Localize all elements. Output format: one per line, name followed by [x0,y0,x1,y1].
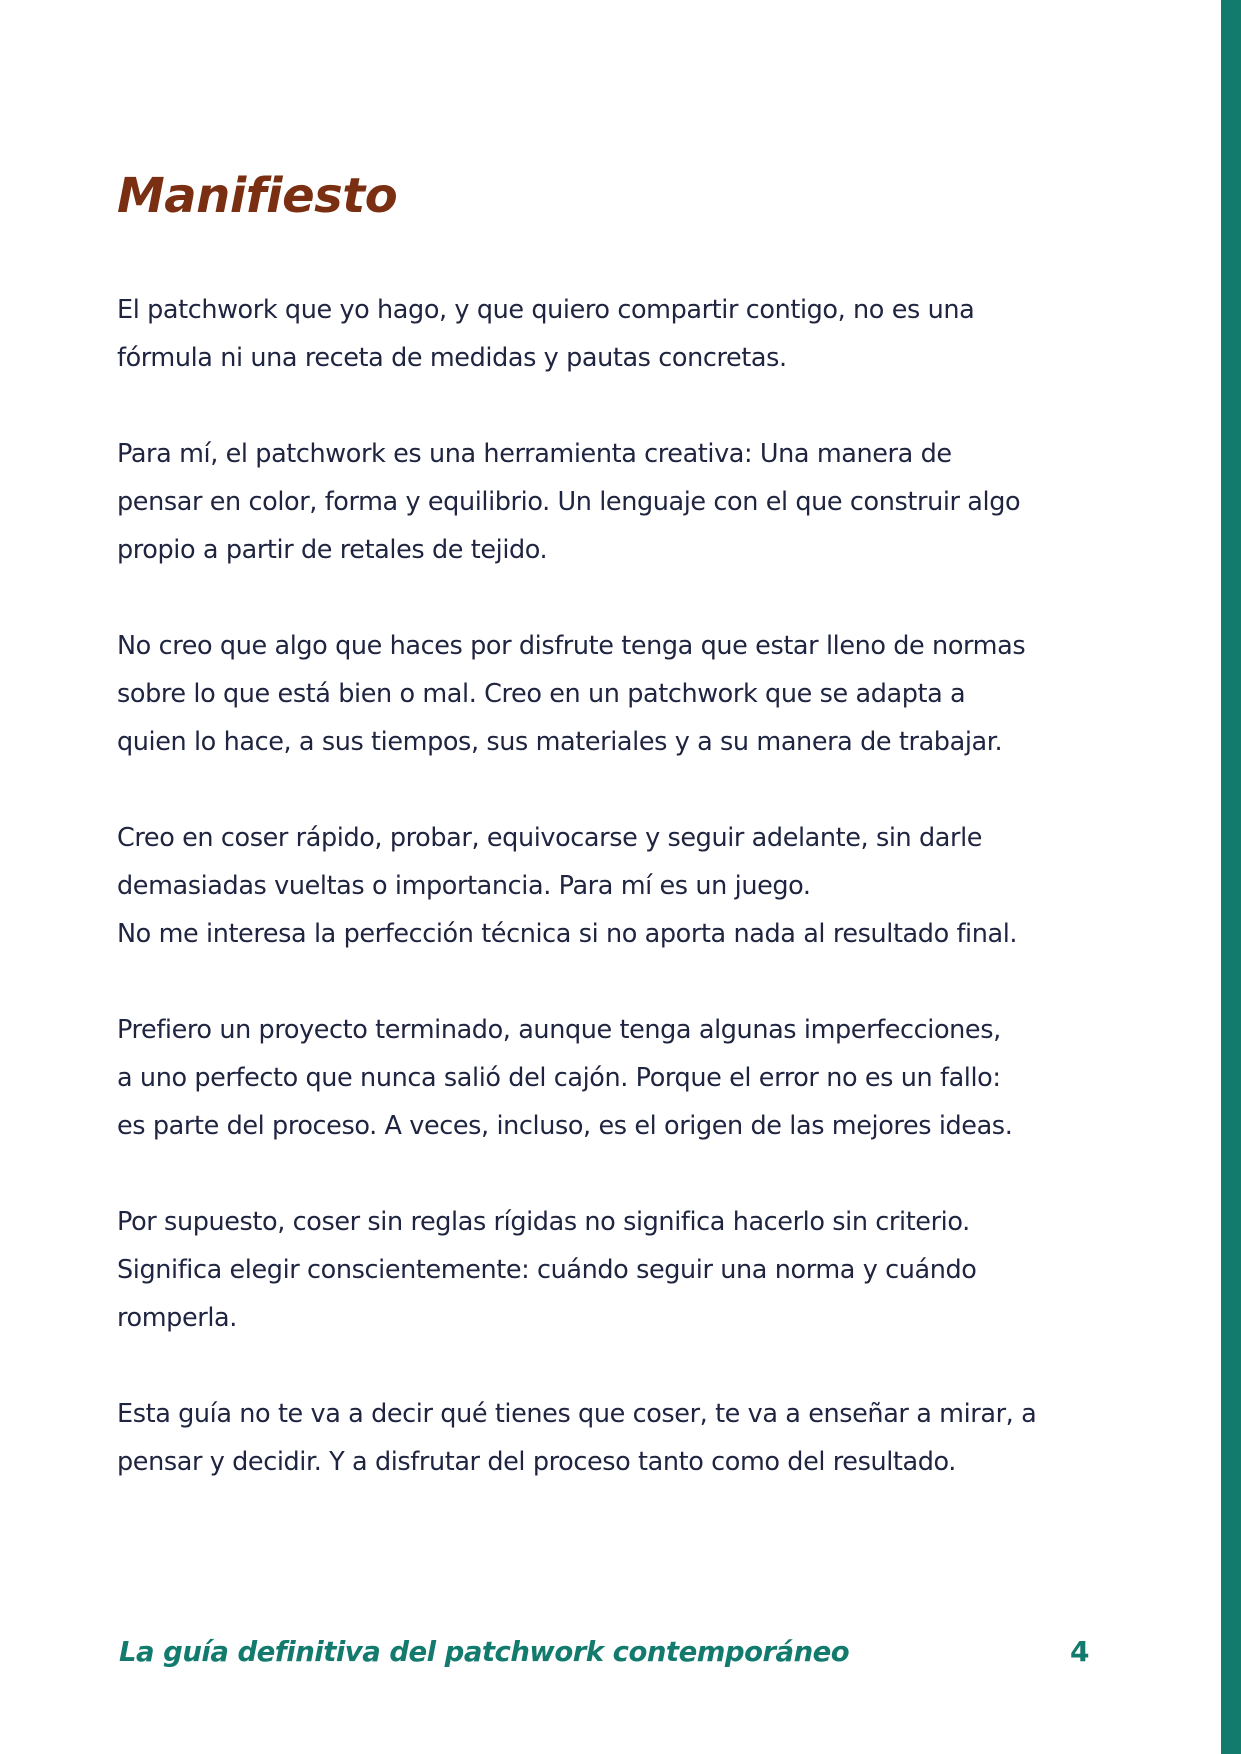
text-line: propio a partir de retales de tejido. [117,535,548,565]
text-line: Prefiero un proyecto terminado, aunque tenga algunas imperfecciones, [117,1015,1001,1045]
text-line: a uno perfecto que nunca salió del cajón. Porque el error no es un fallo: [117,1063,1001,1093]
paragraph-3 [117,622,1127,766]
text-line: quien lo hace, a sus tiempos, sus materiales y a su manera de trabajar. [117,727,1003,757]
text-line: Esta guía no te va a decir qué tienes que coser, te va a enseñar a mirar, a [117,1399,1037,1429]
footer-book-title: La guía definitiva del patchwork contemporáneo [119,1636,850,1668]
text-line: es parte del proceso. A veces, incluso, es el origen de las mejores ideas. [117,1111,1013,1141]
text-line: romperla. [117,1303,237,1333]
paragraph-6 [117,1198,1127,1342]
text-line: Creo en coser rápido, probar, equivocarse y seguir adelante, sin darle [117,823,983,853]
page-number: 4 [1070,1635,1090,1668]
side-accent-bar [1221,0,1241,1754]
text-line: demasiadas vueltas o importancia. Para mí es un juego. [117,871,811,901]
text-line: sobre lo que está bien o mal. Creo en un patchwork que se adapta a [117,679,966,709]
text-line: No creo que algo que haces por disfrute tenga que estar lleno de normas [117,631,1026,661]
text-line: Para mí, el patchwork es una herramienta creativa: Una manera de [117,439,952,469]
paragraph-5 [117,1006,1127,1150]
text-line: pensar en color, forma y equilibrio. Un lenguaje con el que construir algo [117,487,1021,517]
page-title: Manifiesto [117,168,398,224]
text-line: Por supuesto, coser sin reglas rígidas no significa hacerlo sin criterio. [117,1207,970,1237]
text-line: pensar y decidir. Y a disfrutar del proceso tanto como del resultado. [117,1447,956,1477]
paragraph-4 [117,814,1127,958]
paragraph-2 [117,430,1127,574]
text-line: El patchwork que yo hago, y que quiero compartir contigo, no es una [117,295,975,325]
text-line: No me interesa la perfección técnica si no aporta nada al resultado final. [117,919,1018,949]
paragraph-7 [117,1390,1127,1486]
text-line: Significa elegir conscientemente: cuándo seguir una norma y cuándo [117,1255,977,1285]
text-line: fórmula ni una receta de medidas y pautas concretas. [117,343,787,373]
paragraph-1 [117,286,1127,382]
manifesto-body [117,286,1127,1534]
